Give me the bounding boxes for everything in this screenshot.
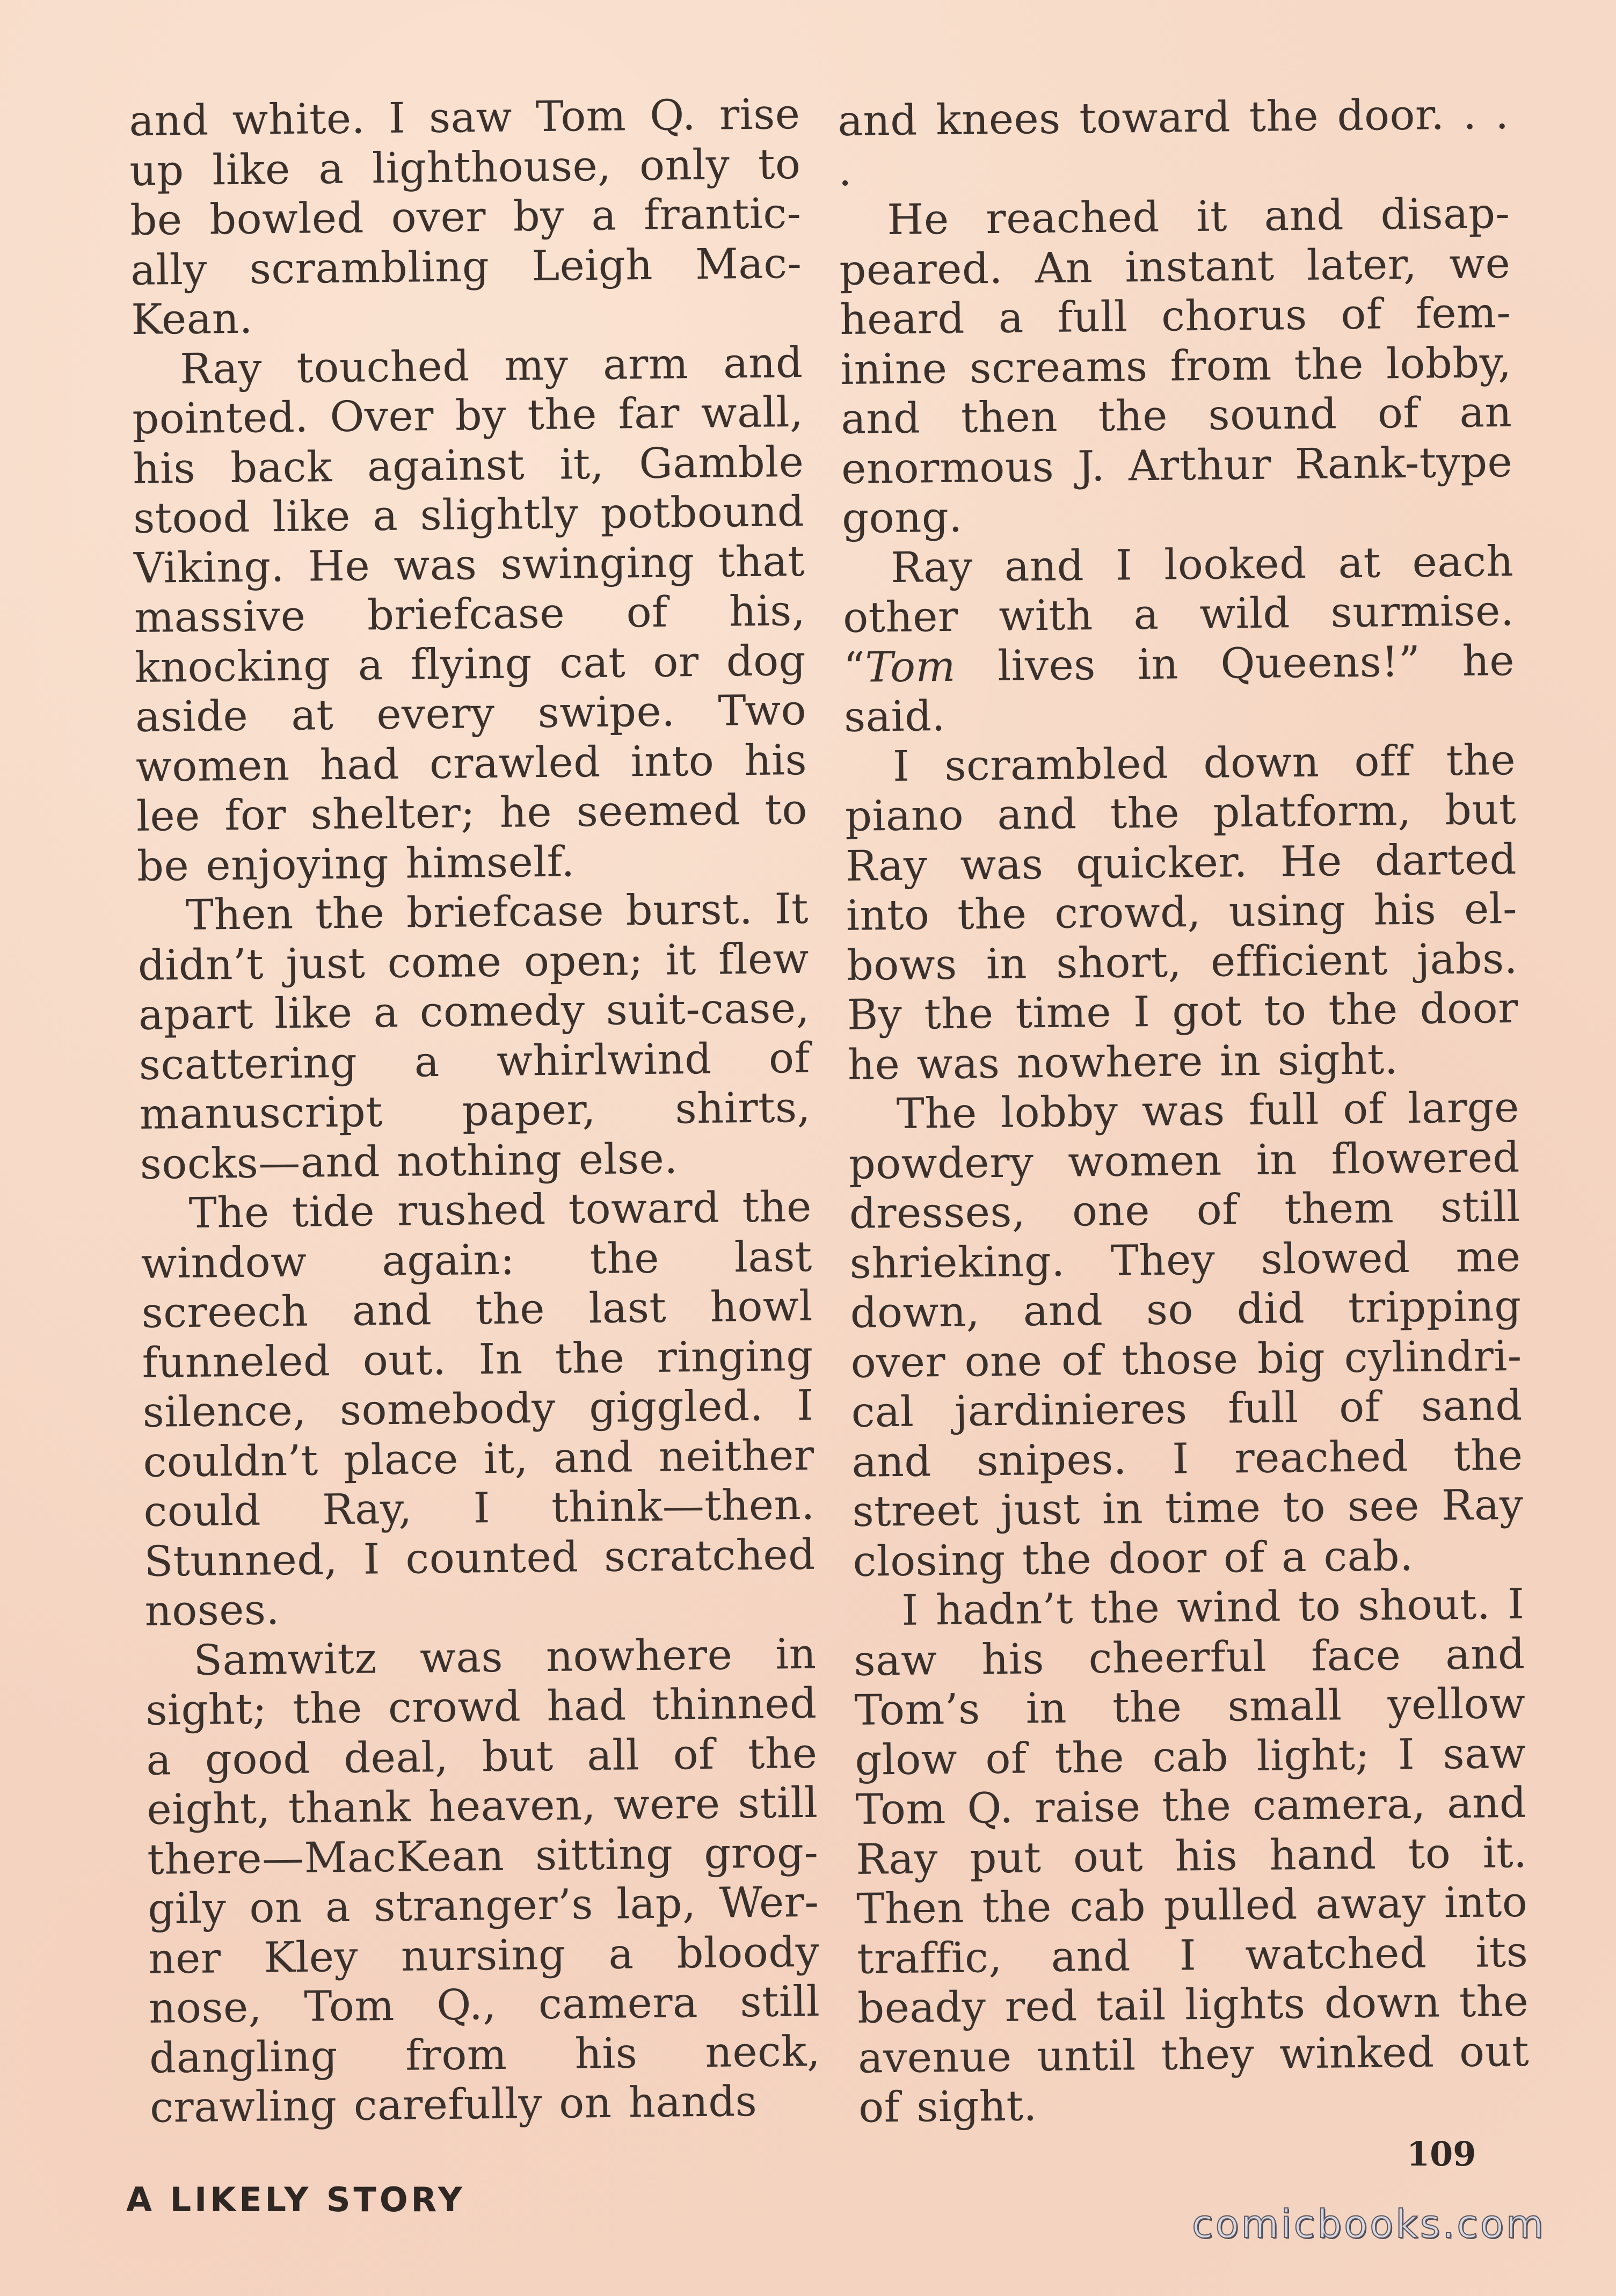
paragraph: He reached it and disap-peared. An instant later, we heard a full chorus of fem-inine screams from the lobby, and then the sound of an enormous J. Arthur Rank-type gong. xyxy=(839,189,1513,543)
paragraph xyxy=(842,536,1516,742)
paragraph: The tide rushed toward the window again: the last screech and the last howl funneled out. In the ringing silence, somebody giggled. I couldn’t place it, and neither could Ray, I think—then. Stunned, I counted scratched noses. xyxy=(141,1182,816,1636)
paragraph: Samwitz was nowhere in sight; the crowd had thinned a good deal, but all of the eight, thank heaven, were still there—MacKean sitting grog-gily on a stranger’s lap, Wer-ner Kley nursing a bloody nose, Tom Q., camera still dangling from his neck, crawling carefully on hands xyxy=(145,1630,821,2132)
italic-text: Tom xyxy=(865,642,956,692)
paragraph: and white. I saw Tom Q. rise up like a lighthouse, only to be bowled over by a frantic-ally scrambling Leigh Mac-Kean. xyxy=(129,90,802,344)
text-run: lives in Queens!” he said. xyxy=(843,636,1515,742)
paragraph: and knees toward the door. . . . xyxy=(838,90,1509,195)
paragraph: The lobby was full of large powdery women in flowered dresses, one of them still shrieking. They slowed me down, and so did tripping over one of those big cylindri-cal jardinieres full of sand and snipes. I reached the street just in time to see Ray closing the door of a cab. xyxy=(848,1083,1524,1586)
left-text-column xyxy=(129,90,821,2133)
paragraph: I scrambled down off the piano and the platform, but Ray was quicker. He darted into the crowd, using his el-bows in short, efficient jabs. By the time I got to the door he was nowhere in sight. xyxy=(845,736,1519,1089)
right-text-column xyxy=(838,90,1530,2133)
paragraph: Ray touched my arm and pointed. Over by the far wall, his back against it, Gamble stood like a slightly potbound Viking. He was swinging that massive briefcase of his, knocking a flying cat or dog aside at every swipe. Two women had crawled into his lee for shelter; he seemed to be enjoying himself. xyxy=(132,338,808,891)
text-run: Ray and I looked at each other with a wild surmise. “ xyxy=(842,537,1515,692)
paragraph: I hadn’t the wind to shout. I saw his cheerful face and Tom’s in the small yellow glow of the cab light; I saw Tom Q. raise the camera, and Ray put out his hand to it. Then the cab pulled away into traffic, and I watched its beady red tail lights down the avenue until they winked out of sight. xyxy=(854,1580,1530,2132)
watermark-text: comicbooks.com xyxy=(1192,2201,1546,2247)
paragraph: Then the briefcase burst. It didn’t just come open; it flew apart like a comedy suit-case, scattering a whirlwind of manuscript paper, shirts, socks—and nothing else. xyxy=(137,884,811,1189)
running-footer-title: A LIKELY STORY xyxy=(126,2180,465,2219)
page-number: 109 xyxy=(1407,2134,1476,2174)
